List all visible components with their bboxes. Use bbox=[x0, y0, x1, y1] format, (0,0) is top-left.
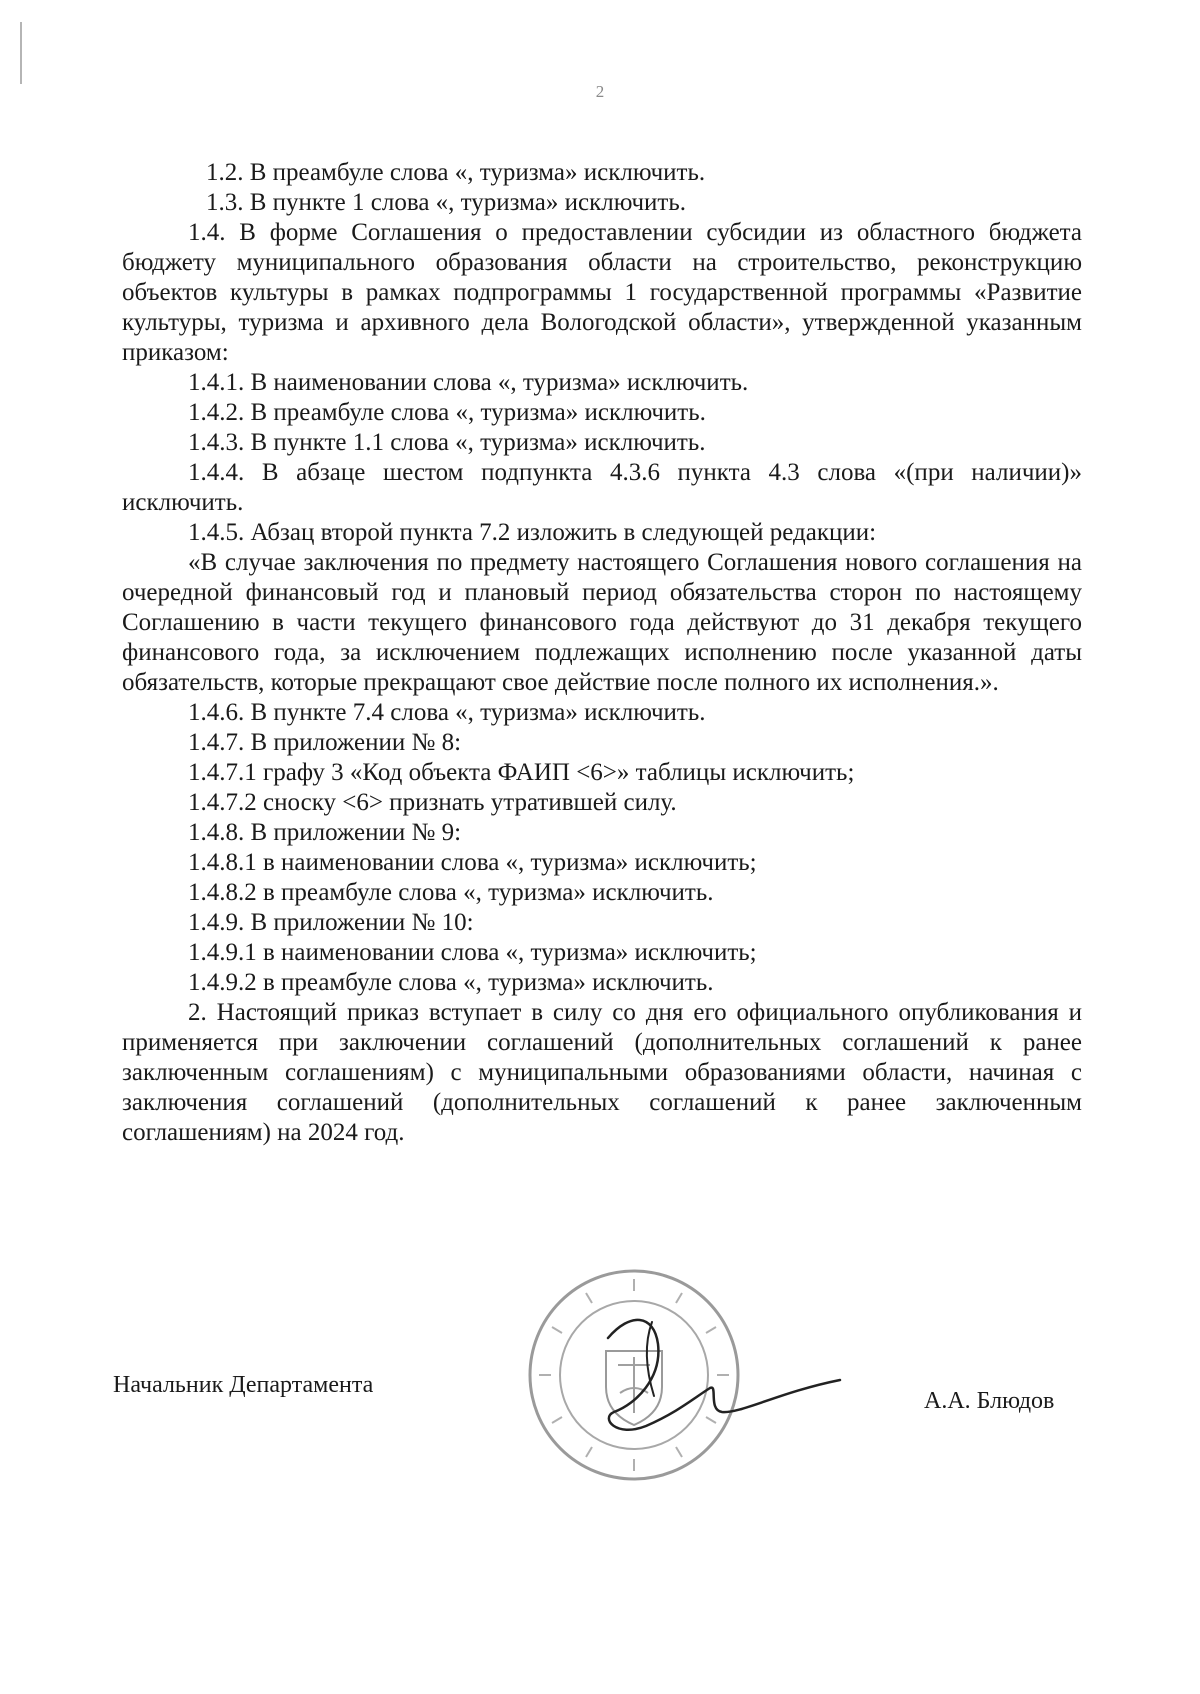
margin-mark bbox=[20, 22, 22, 84]
paragraph-1-4-2: 1.4.2. В преамбуле слова «, туризма» исключить. bbox=[188, 399, 706, 426]
paragraph-1-4-4: 1.4.4. В абзаце шестом подпункта 4.3.6 пункта 4.3 слова «(при наличии)» исключить. bbox=[122, 459, 1082, 516]
signatory-position: Начальник Департамента bbox=[113, 1372, 374, 1398]
paragraph-1-4-7-2: 1.4.7.2 сноску <6> признать утратившей силу. bbox=[188, 789, 677, 816]
paragraph-1-4-7: 1.4.7. В приложении № 8: bbox=[188, 729, 462, 756]
paragraph-2: 2. Настоящий приказ вступает в силу со дня его официального опубликования и применяется при заключении соглашений (дополнительных соглашений к ранее заключенным соглашениям) с муниципальными образованиями области, начиная с заключения соглашений (дополнительных соглашений к ранее заключенным соглашениям) на 2024 год. bbox=[122, 999, 1082, 1146]
paragraph-1-4: 1.4. В форме Соглашения о предоставлении субсидии из областного бюджета бюджету муниципального образования области на строительство, реконструкцию объектов культуры в рамках подпрограммы 1 государственной программы «Развитие культуры, туризма и архивного дела Вологодской области», утвержденной указанным приказом: bbox=[122, 219, 1082, 366]
paragraph-1-4-1: 1.4.1. В наименовании слова «, туризма» исключить. bbox=[188, 369, 749, 396]
paragraph-1-3: 1.3. В пункте 1 слова «, туризма» исключить. bbox=[206, 189, 687, 216]
paragraph-quote: «В случае заключения по предмету настоящего Соглашения нового соглашения на очередной финансовый год и плановый период обязательства сторон по настоящему Соглашению в части текущего финансового года действуют до 31 декабря текущего финансового года, за исключением подлежащих исполнению после указанной даты обязательств, которые прекращают свое действие после полного их исполнения.». bbox=[122, 549, 1082, 696]
page-number: 2 bbox=[595, 82, 605, 101]
handwritten-signature bbox=[590, 1300, 850, 1470]
paragraph-1-4-8: 1.4.8. В приложении № 9: bbox=[188, 819, 462, 846]
paragraph-1-4-9: 1.4.9. В приложении № 10: bbox=[188, 909, 474, 936]
paragraph-1-4-5: 1.4.5. Абзац второй пункта 7.2 изложить в следующей редакции: bbox=[188, 519, 877, 546]
paragraph-1-2: 1.2. В преамбуле слова «, туризма» исключить. bbox=[206, 159, 706, 186]
document-body bbox=[122, 158, 1082, 1148]
paragraph-1-4-8-2: 1.4.8.2 в преамбуле слова «, туризма» исключить. bbox=[188, 879, 714, 906]
paragraph-1-4-7-1: 1.4.7.1 графу 3 «Код объекта ФАИП <6>» таблицы исключить; bbox=[188, 759, 855, 786]
paragraph-1-4-9-2: 1.4.9.2 в преамбуле слова «, туризма» исключить. bbox=[188, 969, 714, 996]
paragraph-1-4-6: 1.4.6. В пункте 7.4 слова «, туризма» исключить. bbox=[188, 699, 706, 726]
paragraph-1-4-8-1: 1.4.8.1 в наименовании слова «, туризма» исключить; bbox=[188, 849, 757, 876]
paragraph-1-4-9-1: 1.4.9.1 в наименовании слова «, туризма» исключить; bbox=[188, 939, 757, 966]
signatory-name: А.А. Блюдов bbox=[924, 1388, 1055, 1414]
paragraph-1-4-3: 1.4.3. В пункте 1.1 слова «, туризма» исключить. bbox=[188, 429, 706, 456]
